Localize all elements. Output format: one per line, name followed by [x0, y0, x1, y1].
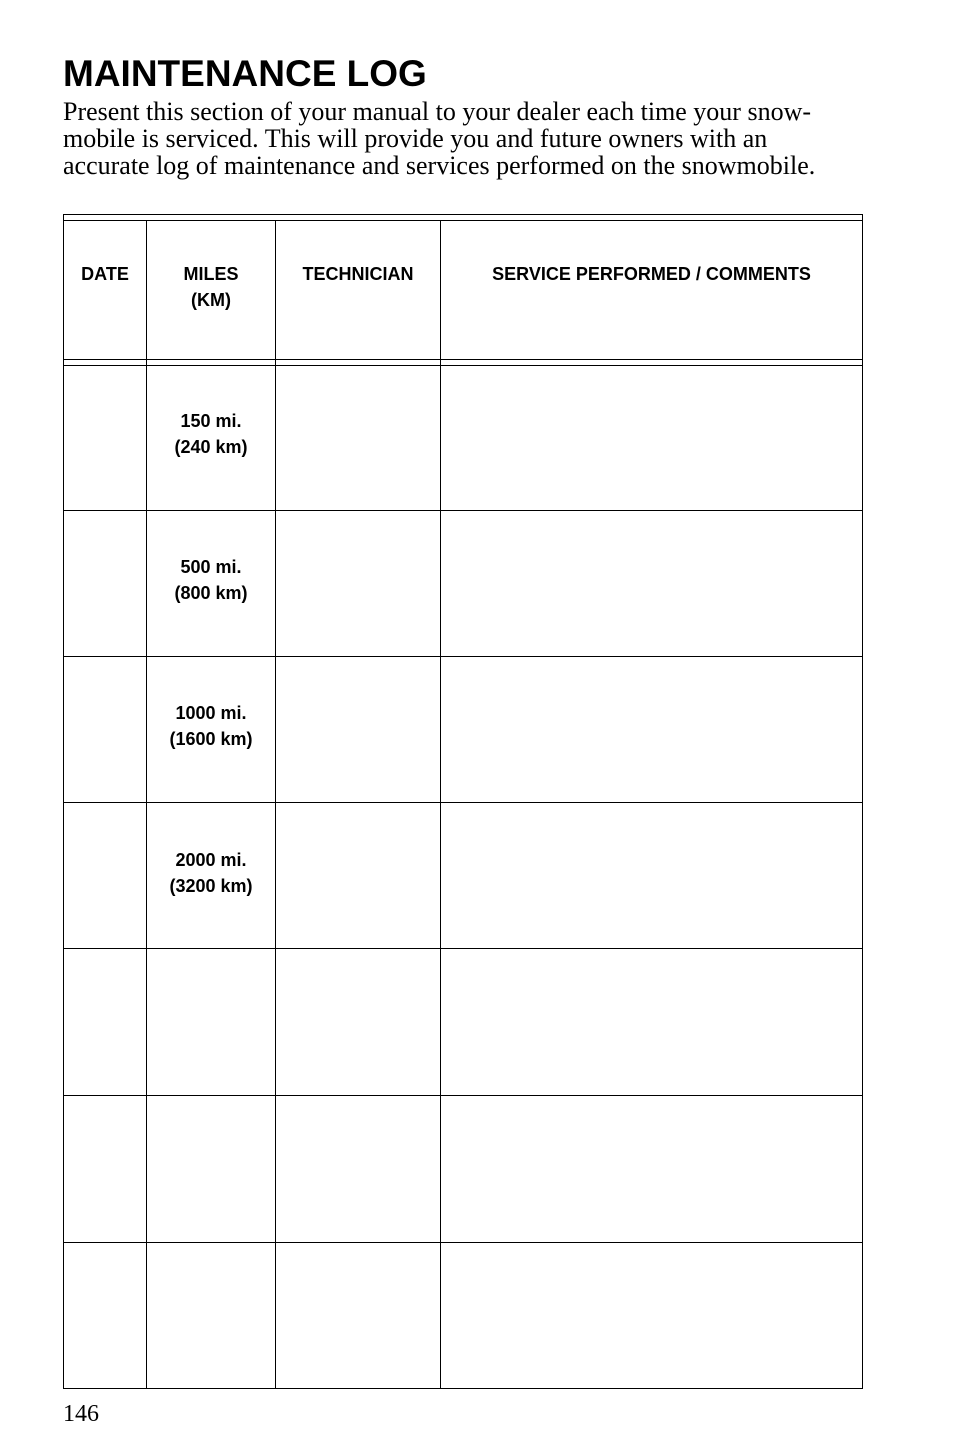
miles-value: 2000 mi.	[175, 850, 247, 870]
page-title: MAINTENANCE LOG	[63, 53, 427, 94]
table-row-miles	[147, 847, 275, 899]
km-value: (240 km)	[174, 437, 248, 457]
row-divider	[64, 948, 862, 949]
miles-value: 150 mi.	[180, 411, 242, 431]
intro-line: mobile is serviced. This will provide you and future owners with an	[63, 124, 768, 153]
table-top-inner-rule	[64, 220, 862, 221]
header-technician: TECHNICIAN	[302, 264, 414, 284]
header-bottom-rule	[64, 359, 862, 360]
row-divider	[64, 802, 862, 803]
row-divider	[64, 656, 862, 657]
header-bottom-rule	[64, 365, 862, 366]
table-row-miles	[147, 408, 275, 460]
header-date: DATE	[81, 264, 129, 284]
header-miles-label: MILES	[183, 264, 239, 284]
header-service: SERVICE PERFORMED / COMMENTS	[492, 264, 811, 284]
intro-line: accurate log of maintenance and services performed on the snowmobile.	[63, 151, 816, 180]
header-miles	[147, 261, 275, 313]
maintenance-log-table	[63, 214, 863, 1389]
intro-line: Present this section of your manual to your dealer each time your snow-	[63, 97, 812, 126]
km-value: (800 km)	[174, 583, 248, 603]
miles-value: 1000 mi.	[175, 703, 247, 723]
table-row-miles	[147, 554, 275, 606]
km-value: (3200 km)	[169, 876, 253, 896]
table-row-miles	[147, 700, 275, 752]
row-divider	[64, 1095, 862, 1096]
row-divider	[64, 1242, 862, 1243]
intro-paragraph	[63, 98, 883, 179]
header-miles-unit: (KM)	[191, 290, 231, 310]
km-value: (1600 km)	[169, 729, 253, 749]
miles-value: 500 mi.	[180, 557, 242, 577]
column-divider	[146, 221, 147, 1388]
row-divider	[64, 510, 862, 511]
column-divider	[275, 221, 276, 1388]
column-divider	[440, 221, 441, 1388]
page-number: 146	[63, 1401, 99, 1427]
